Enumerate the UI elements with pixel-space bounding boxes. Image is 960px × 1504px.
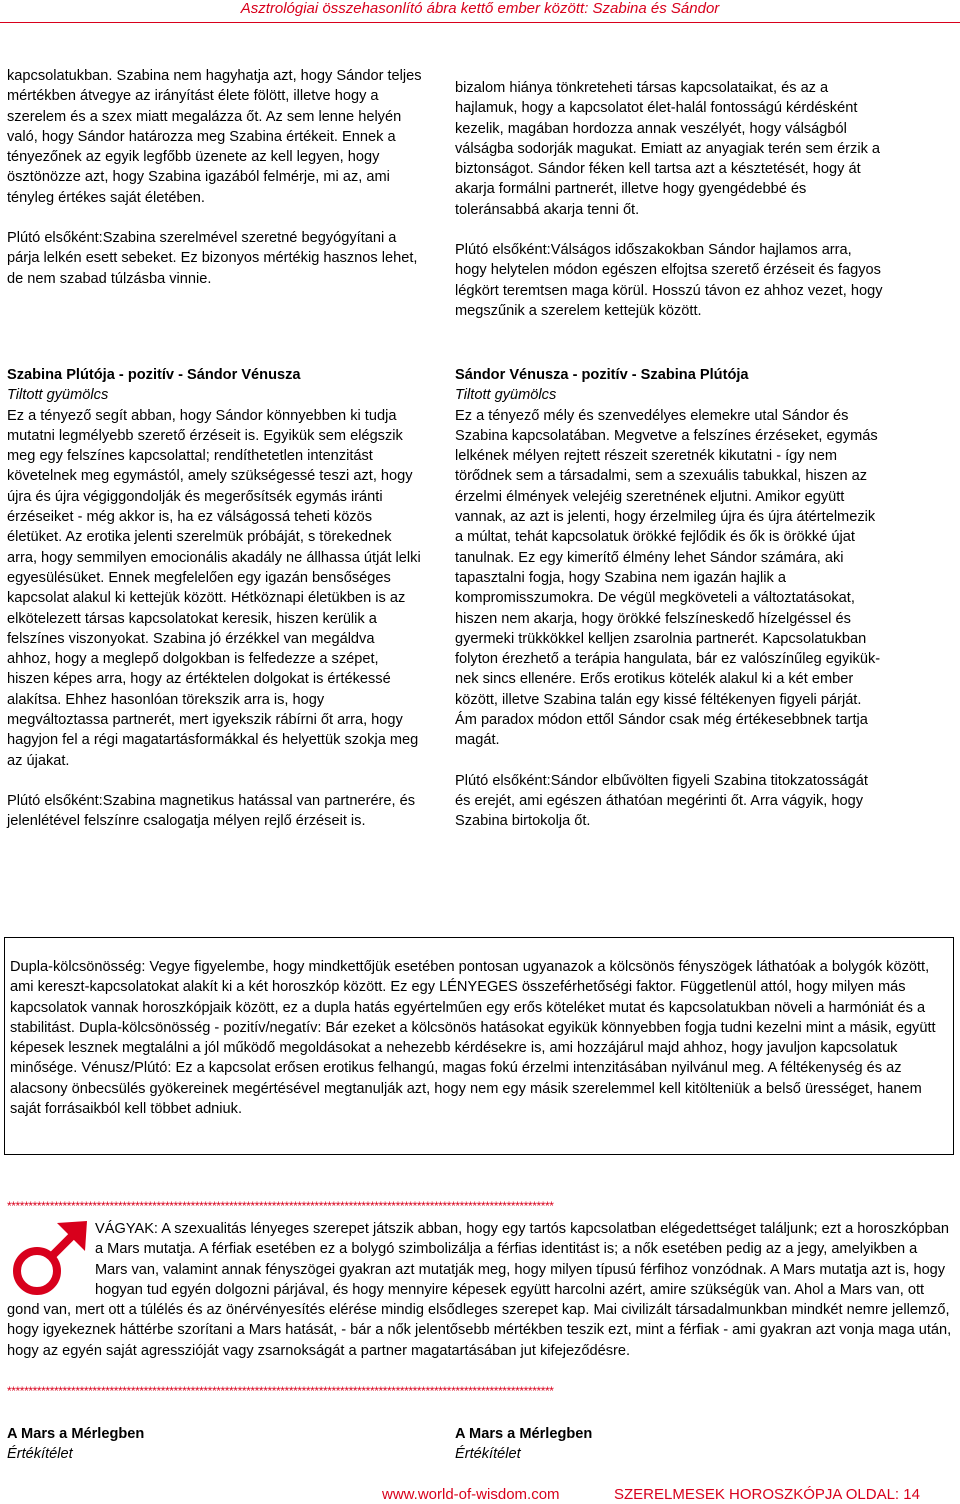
footer-page-number: SZERELMESEK HOROSZKÓPJA OLDAL: 14 <box>614 1486 920 1503</box>
right-pluto-note-1: Plútó elsőként:Válságos időszakokban Sándor hajlamos arra, hogy helytelen módon egészen elfojtsa szerető érzéseit és fagyos légkört teremtsen maga körül. Hosszú távon ez ahhoz vezet, hogy megszűnik a szerelem kettejük között. <box>455 242 883 319</box>
left-intro-paragraph: kapcsolatukban. Szabina nem hagyhatja azt, hogy Sándor teljes mértékben átvegye az irányítást élete fölött, illetve hogy a szerelem és a szex miatt megalázza őt. Az sem lenne helyén való, hogy Sándor határozza meg Szabina értékeit. Ennek a tényezőnek az egyik legfőbb üzenete az kell legyen, hogy ösztönözze azt, hogy Szabina igazából felmérje, mi az, ami tényleg értékes saját életében. <box>7 68 422 206</box>
bottom-left-subtitle: Értékítélet <box>7 1446 73 1462</box>
star-divider-top: ******************************************************************************************************************************** <box>7 1200 554 1212</box>
left-section-subtitle: Tiltott gyümölcs <box>7 387 109 404</box>
right-section-title: Sándor Vénusza - pozitív - Szabina Plútója <box>455 367 749 383</box>
page-header-title: Asztrológiai összehasonlító ábra kettő ember között: Szabina és Sándor <box>240 0 720 17</box>
right-column <box>455 78 887 321</box>
double-reciprocity-text: Dupla-kölcsönösség: Vegye figyelembe, hogy mindkettőjük esetében pontosan ugyanazok a kölcsönös fényszögek láthatóak a bolygók között, ami kereszt-kapcsolatokat alakít ki a két horoszkóp között. Ez egy LÉNYEGES összeférhetőségi faktor. Függetlenül attól, hogy milyen más kapcsolatok vannak horoszkópjaik között, ez a dupla hatás egyértelműen egy erős köteléket mutat és kapcsolatukban növeli a harmóniát és a stabilitást. Dupla-kölcsönösség - pozitív/negatív: Bár ezeket a kölcsönös hatásokat egyikük könnyebben fogja tudni kezelni mint a másik, együtt képesek lesznek megtalálni a jól működő megoldásokat a nehezebb kérdésekre is, ami hozzájárul majd ahhoz, hogy javuljon kapcsolatuk minősége. Vénusz/Plútó: Ez a kapcsolat erősen erotikus felhangú, magas fokú érzelmi intenzitásában nyilvánul meg. A féltékenység és az alacsony önbecsülés gyökereinek megértésével megtanulják azt, hogy nem egy másik szerelemmel kell kitölteniük a belső ürességet, hanem saját forrásaikból kell többet adniuk. <box>10 959 936 1118</box>
right-intro-paragraph: bizalom hiánya tönkreteheti társas kapcsolataikat, és az a hajlamuk, hogy a kapcsolatot élet-halál fontosságú kérdésként kezelik, magában hordozza annak veszélyét, hogy válságból válságba sodorják magukat. Emiatt az anyagiak terén sem érzik a biztonságot. Sándor féken kell tartsa azt a késztetését, hogy át akarja formálni partnerét, illetve hogy gyengédebbé és toleránsabbá akarja tenni őt. <box>455 80 881 218</box>
star-divider-bottom: ******************************************************************************************************************************** <box>7 1385 554 1397</box>
bottom-right-title: A Mars a Mérlegben <box>455 1426 593 1442</box>
double-reciprocity-box <box>4 937 954 1155</box>
left-section-title: Szabina Plútója - pozitív - Sándor Vénusza <box>7 367 301 383</box>
right-section-subtitle: Tiltott gyümölcs <box>455 387 557 404</box>
left-section-body: Ez a tényező segít abban, hogy Sándor könnyebben ki tudja mutatni legmélyebb szerető érzéseit is. Egyikük sem elégszik meg egy felszínes kapcsolattal; rendíthetetlen intenzitást követelnek meg egymástól, amely szükségessé teszi azt, hogy újra és újra végiggondolják és megerősítsék egymás iránti érzéseiket - még akkor is, ha ez válságossá teheti közös életüket. Az erotika jelenti szerelmük próbáját, s törekednek arra, hogy semmilyen emocionális akadály ne állhassa útját lelki egyesülésüket. Ennek megfelelően egy igazán bensőséges kapcsolat alakul ki kettejük között. Hétköznapi életükben is az elkötelezett társas kapcsolatokat keresik, hiszen kerülik a felszínes viszonyokat. Szabina jó érzékkel van megáldva ahhoz, hogy a meglepő dolgokban is felfedezze a szépet, hiszen képes arra, hogy az értéktelen dolgokat is értékessé alakítsa. Ehhez hasonlóan törekszik arra is, hogy megváltoztassa partnerét, mert igyekszik rábírni őt arra, hogy hagyjon fel a régi magatartásformákkal és helyettük szokja meg az újakat. <box>7 407 421 769</box>
footer-url-link[interactable]: www.world-of-wisdom.com <box>382 1486 560 1503</box>
bottom-right-subtitle: Értékítélet <box>455 1446 521 1462</box>
right-pluto-note-2: Plútó elsőként:Sándor elbűvölten figyeli Szabina titokzatosságát és erejét, ami egészen áthatóan megérinti őt. Arra vágyik, hogy Szabina birtokolja őt. <box>455 772 868 830</box>
mars-section <box>7 1219 953 1361</box>
left-section <box>7 365 422 832</box>
page-footer <box>0 1486 960 1504</box>
bottom-left-title: A Mars a Mérlegben <box>7 1426 145 1442</box>
mars-symbol-icon <box>7 1219 93 1299</box>
header-rule <box>0 22 960 23</box>
left-pluto-note-2: Plútó elsőként:Szabina magnetikus hatással van partnerére, és jelenlétével felszínre csalogatja mélyen rejlő érzéseit is. <box>7 792 416 830</box>
mars-desire-text: VÁGYAK: A szexualitás lényeges szerepet játszik abban, hogy egy tartós kapcsolatban elégedettséget találjunk; ezt a horoszkópban a Mars mutatja. A férfiak esetében ez a bolygó szimbolizálja a férfias identitást is; a nők esetében pedig az a jegy, amelyikben a Mars van, valamint annak fényszögei gyakran azt mutatják meg, hogy milyen típusú férfihoz vonzódnak. A Mars mutatja azt is, hogy hogyan tud egyén dolgozni párjával, és hogy mennyire képesek együtt harcolni azért, amire szükségük van. Ahol a Mars van, ott gond van, mert ott a túlélés és az önérvényesítés elérése mindig elsődleges szerepet kap. Mai civilizált társadalmunkban mindkét nemre jellemző, hogy igyekeznek háttérbe szorítani a Mars hatását, - bár a nők jelentősebb mértékben teszik ezt, mint a férfiak - ami gyakran azt vonja maga után, hogy az egyén saját agresszióját vagy zsarnokságát a partner magatartásában jut kifejeződésre. <box>7 1221 952 1359</box>
left-column <box>7 66 422 289</box>
left-pluto-note-1: Plútó elsőként:Szabina szerelmével szeretné begyógyítani a párja lelkén esett sebeket. Ez bizonyos mértékig hasznos lehet, de nem szabad túlzásba vinnie. <box>7 230 418 287</box>
right-section <box>455 365 887 832</box>
right-section-body: Ez a tényező mély és szenvedélyes elemekre utal Sándor és Szabina kapcsolatában. Megvetve a felszínes érzéseket, egymás lelkének mélyen rejtett részeit szeretnék kikutatni - így nem törődnek sem a társadalmi, sem a szexuális tabukkal, hiszen az érzelmi élmények velejéig szeretnének eljutni. Amikor együtt vannak, az azt is jelenti, hogy érzelmileg újra és újra átértelmezik a múltat, tehát kapcsolatuk örökké fejlődik és ők is örökké újat tanulnak. Ez egy kimerítő élmény lehet Sándor számára, aki tapasztalni fogja, hogy Szabina nem igazán hajlik a kompromisszumokra. De végül megköveteli a változtatásokat, hiszen nem akarja, hogy örökké felszíneskedő hízelgéssel és gyermeki trükkökkel kelljen zsarolnia partnerét. Kapcsolatukban folyton érezhető a terápia hangulata, bár ez valószínűleg egyiküknek sincs ellenére. Erős erotikus kötelék alakul ki a két ember között, illetve Szabina talán egy kissé féltékenyen figyeli párját. Ám paradox módon ettől Sándor csak még értékesebbnek tartja magát. <box>455 407 881 749</box>
